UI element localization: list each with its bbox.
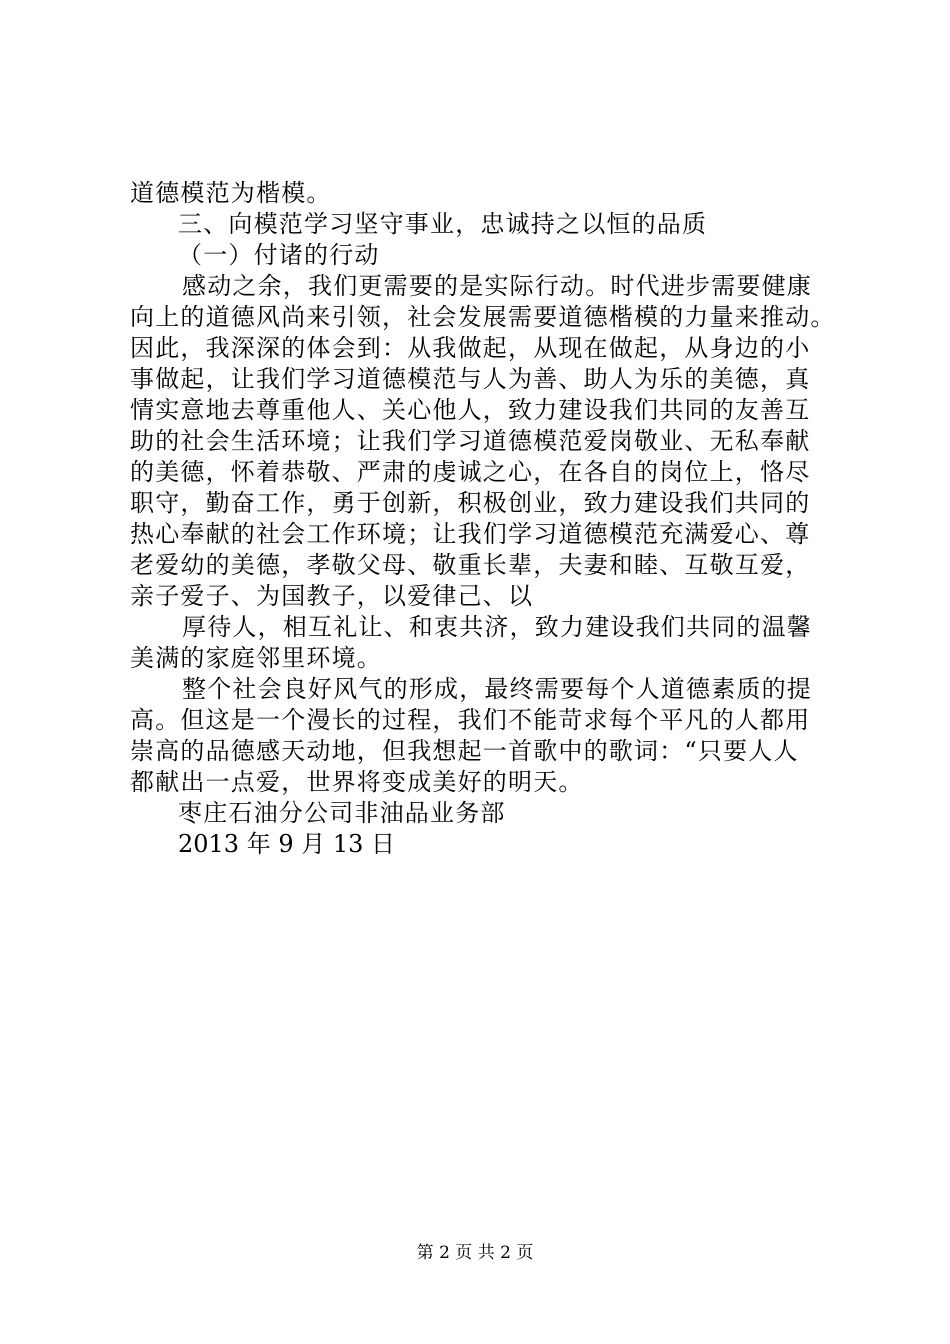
signature-organization: 枣庄石油分公司非油品业务部 xyxy=(178,799,506,827)
paragraph-line: 情实意地去尊重他人、关心他人，致力建设我们共同的友善互 xyxy=(130,396,811,424)
signature-date: 2013 年 9 月 13 日 xyxy=(178,830,396,858)
paragraph-line: 助的社会生活环境；让我们学习道德模范爱岗敬业、无私奉献 xyxy=(130,427,811,455)
paragraph-line: 感动之余，我们更需要的是实际行动。时代进步需要健康 xyxy=(182,272,812,300)
paragraph-line: 事做起，让我们学习道德模范与人为善、助人为乐的美德，真 xyxy=(130,365,811,393)
paragraph-line: 美满的家庭邻里环境。 xyxy=(130,644,382,672)
paragraph-line: 因此，我深深的体会到：从我做起，从现在做起，从身边的小 xyxy=(130,334,811,362)
paragraph-line: 职守，勤奋工作，勇于创新，积极创业，致力建设我们共同的 xyxy=(130,489,811,517)
paragraph-line: 都献出一点爱，世界将变成美好的明天。 xyxy=(130,768,584,796)
subsection-heading: （一）付诸的行动 xyxy=(178,241,380,269)
text-line-1: 道德模范为楷模。 xyxy=(130,179,332,207)
paragraph-line: 老爱幼的美德，孝敬父母、敬重长辈，夫妻和睦、互敬互爱， xyxy=(130,551,811,579)
paragraph-line: 热心奉献的社会工作环境；让我们学习道德模范充满爱心、尊 xyxy=(130,520,811,548)
paragraph-line: 高。但这是一个漫长的过程，我们不能苛求每个平凡的人都用 xyxy=(130,706,811,734)
paragraph-line: 整个社会良好风气的形成，最终需要每个人道德素质的提 xyxy=(182,675,812,703)
page-number-footer: 第 2 页 共 2 页 xyxy=(416,1243,534,1263)
paragraph-line: 的美德，怀着恭敬、严肃的虔诚之心，在各自的岗位上，恪尽 xyxy=(130,458,811,486)
paragraph-line: 厚待人，相互礼让、和衷共济，致力建设我们共同的温馨 xyxy=(182,613,812,641)
paragraph-line: 向上的道德风尚来引领，社会发展需要道德楷模的力量来推动。 xyxy=(130,303,836,331)
section-heading: 三、向模范学习坚守事业，忠诚持之以恒的品质 xyxy=(178,210,708,238)
paragraph-line: 亲子爱子、为国教子，以爱律己、以 xyxy=(130,582,534,610)
paragraph-line: 崇高的品德感天动地，但我想起一首歌中的歌词：“只要人人 xyxy=(130,737,799,765)
